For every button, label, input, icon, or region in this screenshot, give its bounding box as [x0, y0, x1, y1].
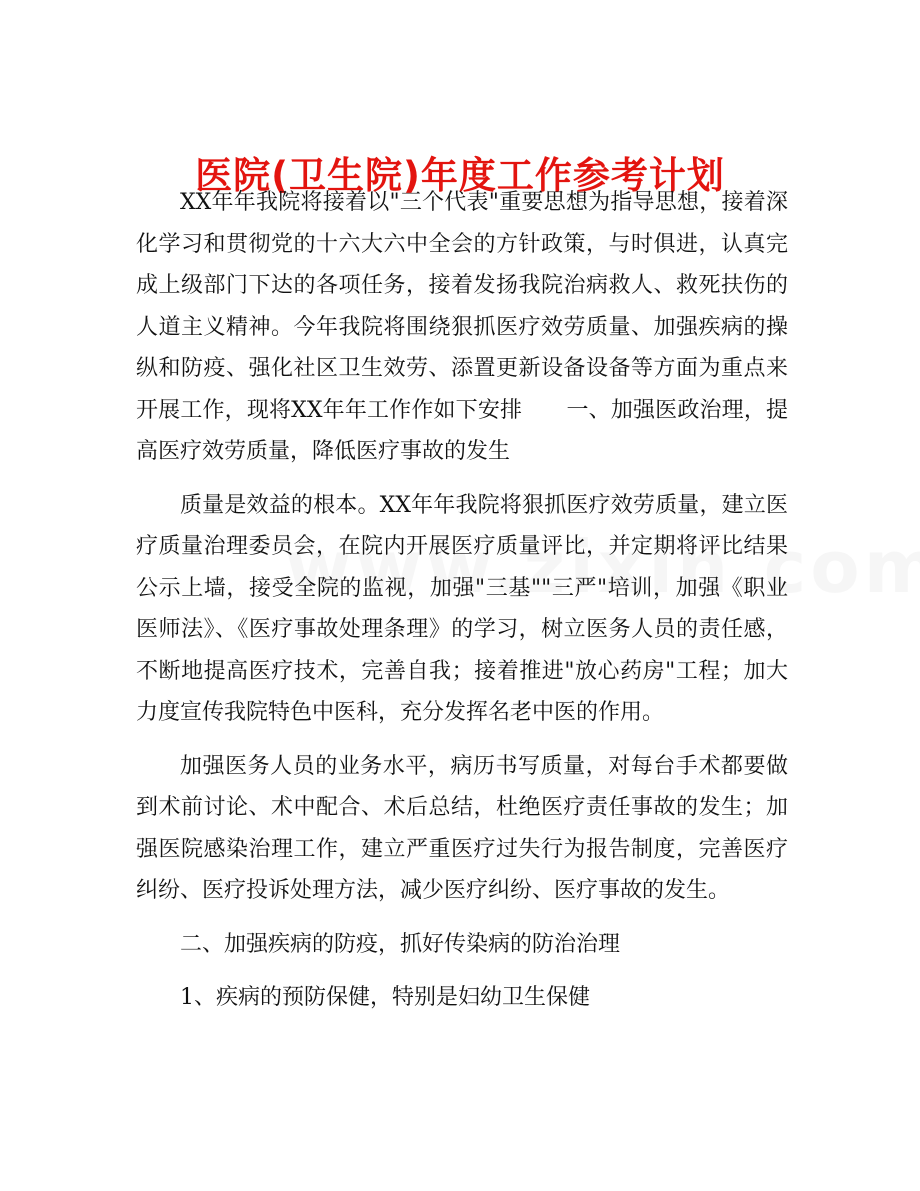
paragraph-intro: XX年年我院将接着以"三个代表"重要思想为指导思想，接着深化学习和贯彻党的十六大六中全会的方针政策，与时俱进，认真完成上级部门下达的各项任务，接着发扬我院治病救人、救死扶伤的人道主义精神。今年我院将围绕狠抓医疗效劳质量、加强疾病的操纵和防疫、强化社区卫生效劳、添置更新设备设备等方面为重点来开展工作，现将XX年年工作作如下安排 一、加强医政治理，提高医疗效劳质量，降低医疗事故的发生 [136, 190, 788, 464]
section-heading-disease-prevention: 二、加强疾病的防疫，抓好传染病的防治治理 [180, 931, 621, 957]
paragraph-staff: 加强医务人员的业务水平，病历书写质量，对每台手术都要做到术前讨论、术中配合、术后总结，杜绝医疗责任事故的发生；加强医院感染治理工作，建立严重医疗过失行为报告制度，完善医疗纠纷、医疗投诉处理方法，减少医疗纠纷、医疗事故的发生。 [136, 753, 788, 903]
document-title: 医院(卫生院)年度工作参考计划 [195, 153, 725, 197]
document-body [136, 182, 788, 1019]
subsection-heading-prevention-care: 1、疾病的预防保健，特别是妇幼卫生保健 [180, 985, 590, 1010]
paragraph-quality: 质量是效益的根本。XX年年我院将狠抓医疗效劳质量，建立医疗质量治理委员会，在院内开展医疗质量评比，并定期将评比结果公示上墙，接受全院的监视，加强"三基""三严"培训，加强《职业医师法》、《医疗事故处理条理》的学习，树立医务人员的责任感，不断地提高医疗技术，完善自我；接着推进"放心药房"工程；加大力度宣传我院特色中医科，充分发挥名老中医的作用。 [136, 492, 788, 725]
